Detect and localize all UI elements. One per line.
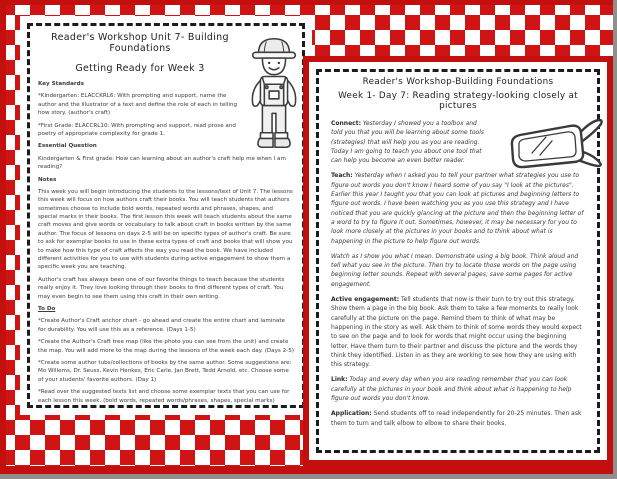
- day7-page-red-mat: [303, 56, 613, 466]
- day7-page-subtitle: Week 1- Day 7: Reading strategy-looking closely at pictures: [338, 91, 578, 111]
- standard-kindergarten: *Kindergarten: ELACCKRL6: With prompting and support, name the author and the illustrator of a text and define the role of each in telling how story. (author's craft): [38, 93, 238, 117]
- red-border-top: [0, 0, 613, 5]
- link-text: Today and every day when you are reading remember that you can look carefully at the pictures in your book and think about what is happening to help figure out words you don't know.: [331, 376, 572, 403]
- day7-lesson-page: [309, 62, 607, 460]
- todo-item: *Create some author tubs/collections of books by the same author. Some suggestions are: Mo Willems, Dr. Seuss, Kevin Henkes, Eric Carle, Jan Brett, Tedd Arnold, etc. Choose some of your students' favorite authors. (Day 1): [38, 359, 292, 383]
- week3-dash-border: [27, 23, 305, 408]
- safety-goggles-icon: [506, 110, 606, 190]
- application-text: Send students off to read independently for 20-25 minutes. Then ask them to turn and talk elbow to elbow to share their books.: [331, 410, 582, 427]
- day7-page-title: Reader's Workshop-Building Foundations: [362, 77, 554, 87]
- todo-item: *Read over the suggested texts list and choose some exemplar texts that you can use for each lesson this week. (bold words, repeated words/phrases, shapes, special marks): [38, 389, 290, 404]
- day7-page-header: [325, 77, 591, 111]
- week3-prep-page: [20, 16, 312, 415]
- week3-page-header: [36, 32, 244, 74]
- link-label: Link:: [331, 376, 348, 384]
- application-paragraph: [331, 409, 585, 428]
- application-label: Application:: [331, 410, 372, 418]
- notes-paragraph: This week you will begin introducing the students to the lessons/text of Unit 7. The lessons this week will focus on how authors craft their books. You will teach students that authors sometimes choose to include bold words, repeated words and phrases, shapes, and special marks in their books. The first lesson this week will teach students about the same craft moves and give words or vocabulary to talk about craft in books written by the same author. The focus of lessons on days 2-5 will be on specific types of author's craft. Be sure to ask for exemplar books to use in these extra types of craft and books that will show you to make how this type of craft affects the way you read the book. We have included different activities for you to use with students during active engagement to show them a specific week you are teaching.: [38, 188, 293, 271]
- day7-dash-border: [316, 69, 600, 453]
- active-engagement-label: Active engagement:: [331, 296, 400, 304]
- teach-text: Yesterday when I asked you to tell your partner what strategies you use to figure out words you don't know I heard some of you say "I look at the pictures". Earlier this year I taught you that you can look at pictures and beginning letters to figure out words. I have been watching you as you use this strategy and I have noticed that you are quickly glancing at the picture and then the beginning letter of a word to try to figure it out. Sometimes, however, it may be necessary for you to look more closely at the pictures in your books and to think about what is happening in the picture to help figure out words.: [331, 172, 584, 245]
- connect-paragraph: [331, 119, 489, 165]
- teach-label: Teach:: [331, 172, 353, 180]
- week3-page-subtitle: Getting Ready for Week 3: [75, 63, 205, 74]
- todo-item: *Create the Author's Craft tree map (like the photo you can see from the unit) and create the map. You will add more to the map during the lessons of the week each day. (Days 2-5): [38, 339, 294, 354]
- demonstrate-paragraph: [331, 252, 585, 289]
- todo-heading: To Do: [38, 305, 56, 312]
- red-border-left: [0, 0, 6, 474]
- standard-first-grade: *First Grade: ELACCRL10: With prompting and support, read prose and poetry of appropriate complexity for grade 1.: [38, 122, 236, 137]
- key-standards-heading: Key Standards: [38, 81, 84, 87]
- link-paragraph: [331, 375, 585, 403]
- red-border-bottom: [0, 466, 613, 474]
- active-engagement-paragraph: [331, 295, 585, 369]
- notes-paragraph: Author's craft has always been one of our favorite things to teach because the students really enjoy it. They love looking through their books to find different types of craft. You may even begin to see them using this craft in their own writing.: [38, 276, 285, 300]
- demonstrate-text: Watch as I show you what I mean. Demonstrate using a big book. Think aloud and tell what you see in the picture. Then try to locate those words on the page using beginning letter sounds. Repeat with several pages; save some pages for active engagement.: [331, 252, 579, 288]
- connect-label: Connect:: [331, 120, 361, 127]
- active-engagement-text: Tell students that now is their turn to try out this strategy. Show them a page in the big book. Ask them to take a few moments to really look carefully at the picture on the page. Remind them to think of what may be happening in the story as well. Ask them to think of some words they would expect to see on the page and to look for words that might occur using the beginning letter. Have them turn to their partner and discuss the picture and the words they think they identified. Listen in as they are working to see how they are using with this strategy.: [331, 296, 582, 369]
- construction-worker-icon: [243, 32, 305, 154]
- essential-question-heading: Essential Question: [38, 143, 97, 150]
- notes-heading: Notes: [38, 176, 57, 183]
- connect-text: Yesterday I showed you a toolbox and told you that you will be learning about some tools (strategies) that will help you as you are reading. Today I am going to teach you about one tool that can help you become an even better reader.: [331, 120, 485, 165]
- todo-item: *Create Author's Craft anchor chart - go ahead and create the entire chart and laminate for durability. You will use this as a reference. (Days 1-5): [38, 318, 285, 333]
- week3-page-title: Reader's Workshop Unit 7- Building Foundations: [51, 32, 229, 54]
- essential-question-text: Kindergarten & First grade: How can learning about an author's craft help me when I am reading?: [38, 155, 286, 171]
